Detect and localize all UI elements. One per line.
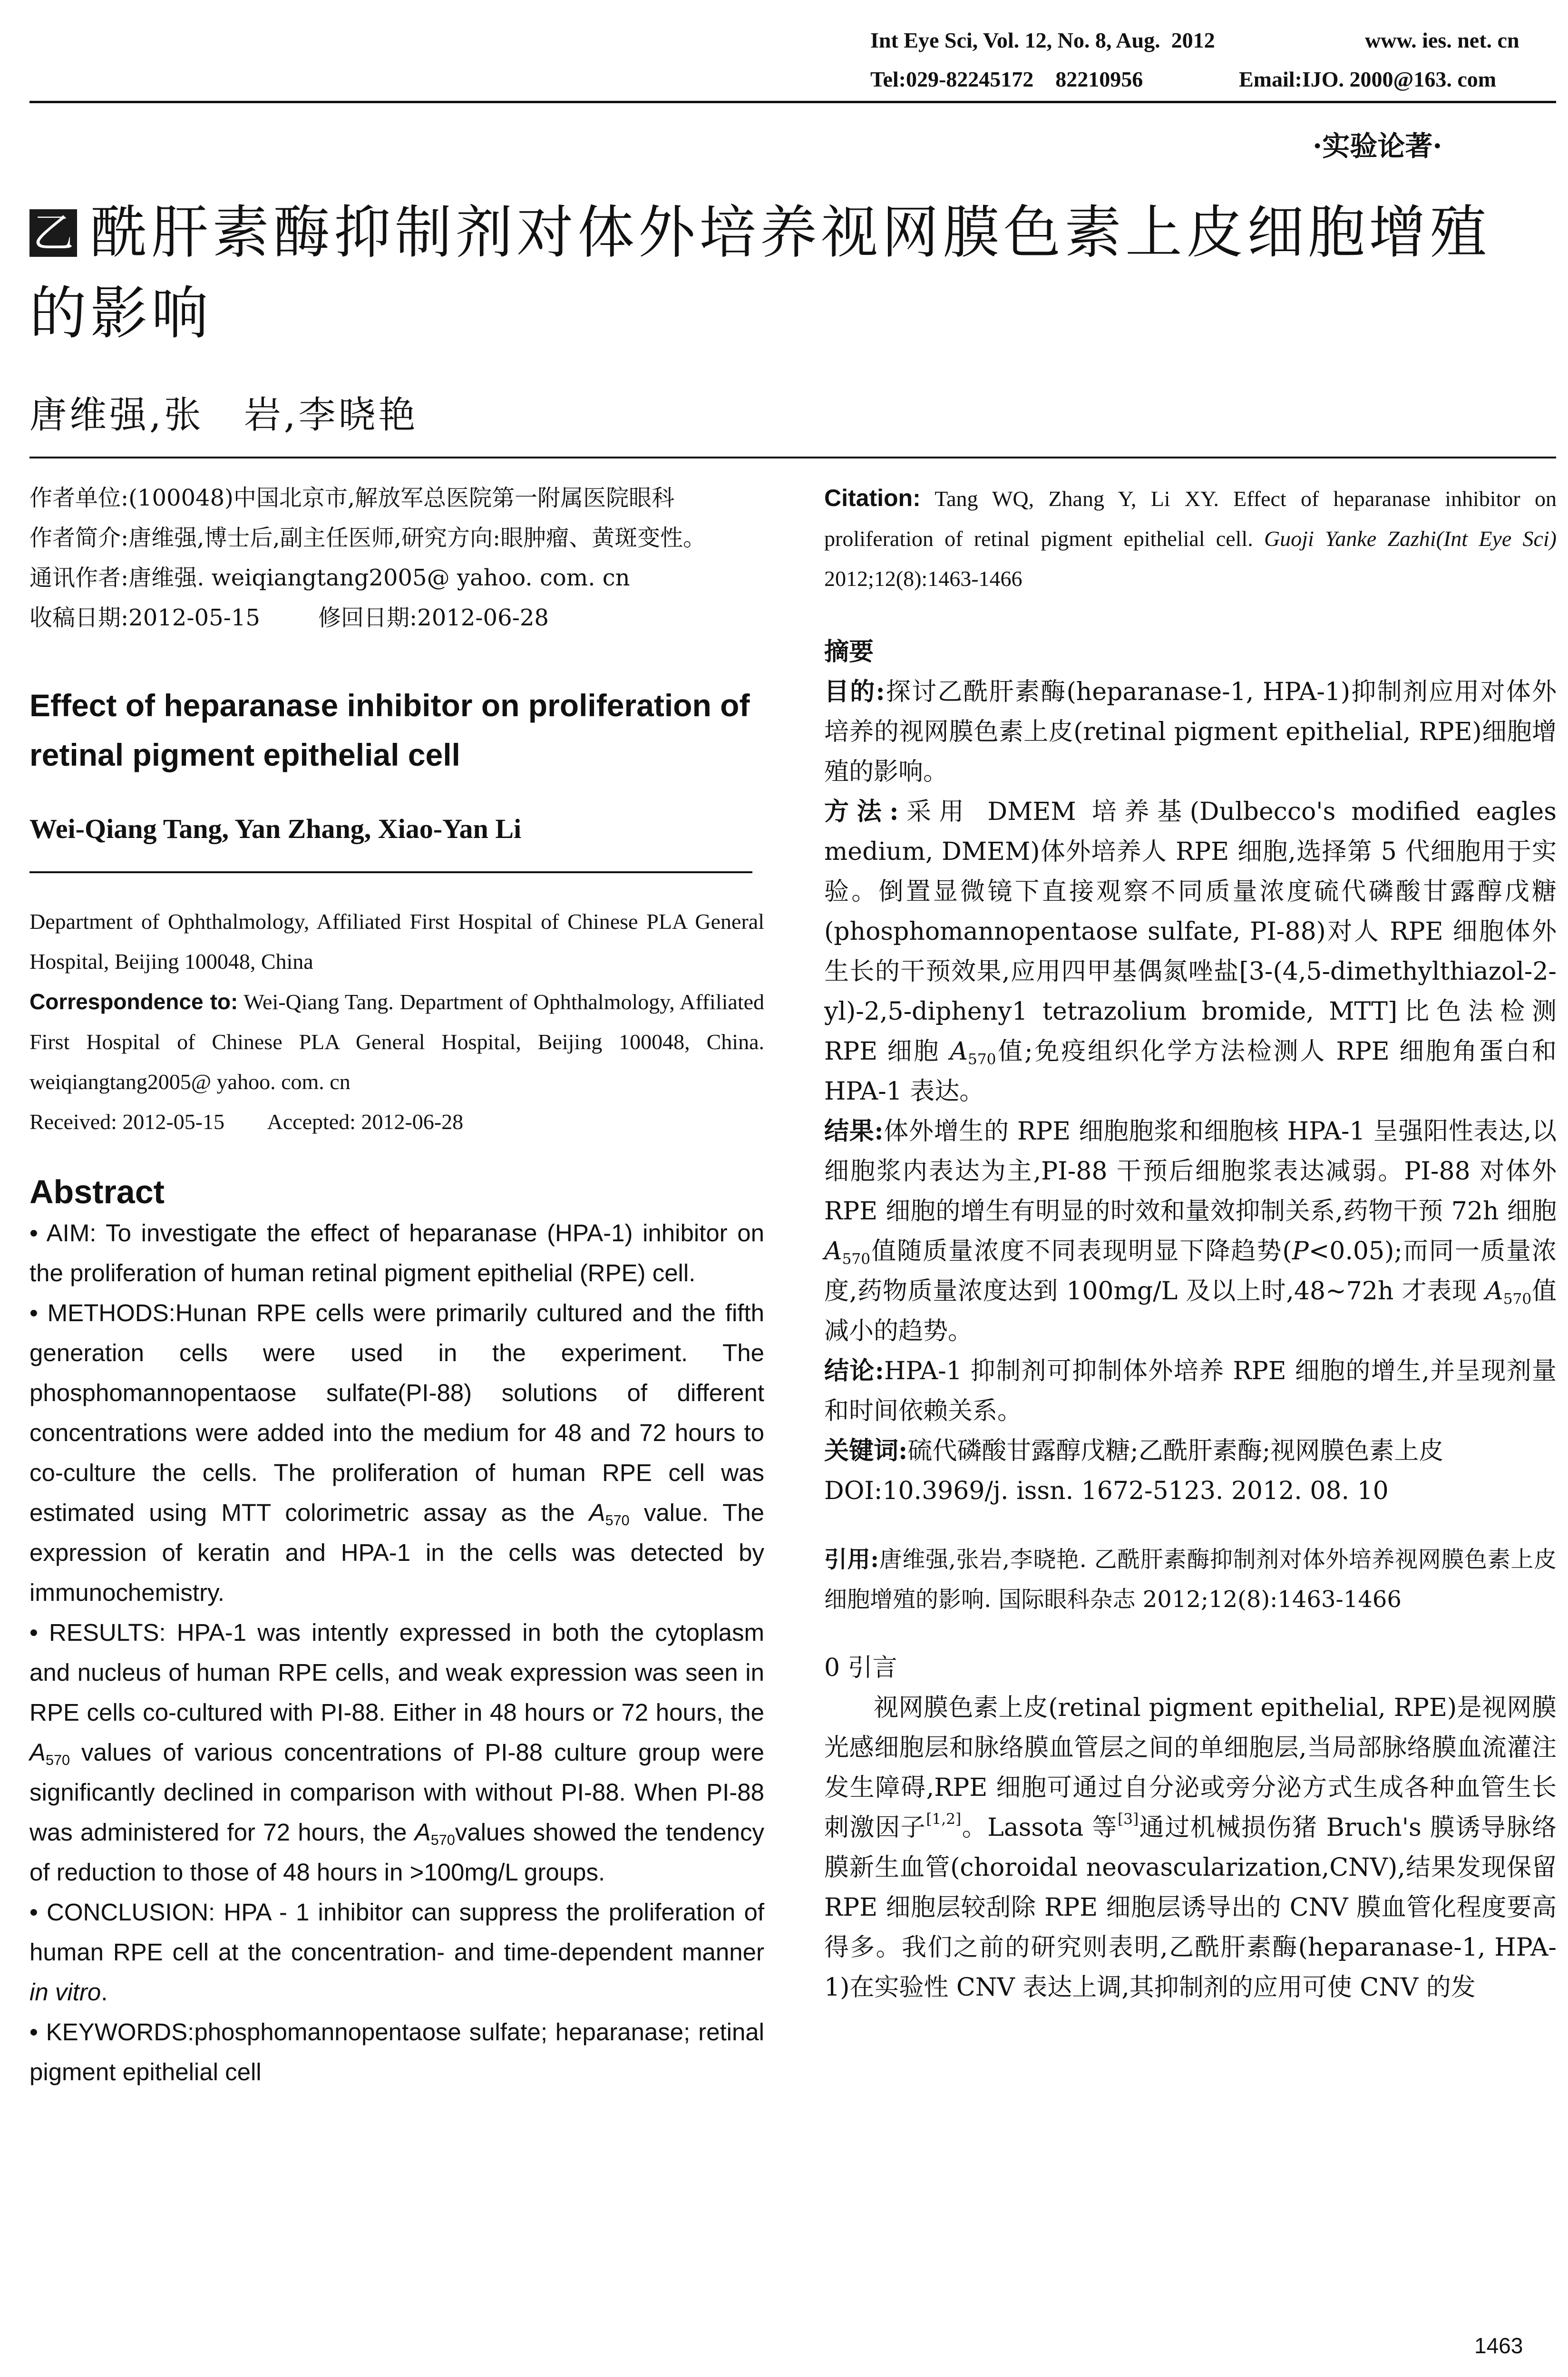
english-authors: Wei-Qiang Tang, Yan Zhang, Xiao-Yan Li bbox=[29, 813, 522, 844]
page-title-line2: 的影响 bbox=[29, 281, 212, 347]
english-title: Effect of heparanase inhibitor on proliferation of retinal pigment epithelial cell bbox=[29, 688, 750, 772]
citation-cn: 引用:唐维强,张岩,李晓艳. 乙酰肝素酶抑制剂对体外培养视网膜色素上皮细胞增殖的影响. 国际眼科杂志 2012;12(8):1463-1466 bbox=[824, 1546, 1557, 1613]
title-marker: 乙 bbox=[29, 209, 77, 257]
citation-label: Citation: bbox=[824, 485, 921, 511]
author-unit: 作者单位:(100048)中国北京市,解放军总医院第一附属医院眼科 bbox=[29, 485, 675, 511]
authors-cn: 唐维强,张 岩,李晓艳 bbox=[29, 394, 419, 437]
abstract-cn-keywords: 关键词:硫代磷酸甘露醇戊糖;乙酰肝素酶;视网膜色素上皮 bbox=[824, 1436, 1444, 1465]
left-column bbox=[29, 478, 764, 2092]
corresponding-author: 通讯作者:唐维强. weiqiangtang2005@ yahoo. com. cn bbox=[29, 565, 630, 591]
english-correspondence bbox=[29, 982, 764, 1102]
abstract-cn-aim: 目的:探讨乙酰肝素酶(heparanase-1, HPA-1)抑制剂应用对体外培养的视网膜色素上皮(retinal pigment epithelial, RPE)细胞增殖的影响。 bbox=[824, 677, 1557, 786]
abstract-cn-results: 结果:体外增生的 RPE 细胞胞浆和细胞核 HPA-1 呈强阳性表达,以细胞浆内表达为主,PI-88 干预后细胞浆表达减弱。PI-88 对体外 RPE 细胞的增生有明显的时效和量效抑制关系,药物干预 72h 细胞 $A_{570}$值随质量浓度不同表现明显下降趋势(P<0.05);而同一质量浓度,药物质量浓度达到 100mg/L 及以上时,48~72h 才表现 $A_{570}$值减小的趋势。 bbox=[824, 1117, 1557, 1345]
intro-paragraph: 视网膜色素上皮(retinal pigment epithelial, RPE)是视网膜光感细胞层和脉络膜血管层之间的单细胞层,当局部脉络膜血流灌注发生障碍,RPE 细胞可通过自分泌或旁分泌方式生成各种血管生长刺激因子[1,2]。Lassota 等[3]通过机械损伤猪 Bruch's 膜诱导脉络膜新生血管(choroidal neovascularization,CNV),结果发现保留 RPE 细胞层较刮除 RPE 细胞层诱导出的 CNV 膜血管化程度要高得多。我们之前的研究则表明,乙酰肝素酶(heparanase-1, HPA-1)在实验性 CNV 表达上调,其抑制剂的应用可使 CNV 的发 bbox=[824, 1694, 1557, 2002]
abstract-methods: • METHODS:Hunan RPE cells were primarily cultured and the fifth generation cells were used in the experiment. The phosphomannopentaose sulfate(PI-88) solutions of different concentrations were added into the medium for 48 and 72 hours to co-culture the cells. The proliferation of human RPE cell was estimated using MTT colorimetric assay as the $A_{570}$ value. The expression of keratin and HPA-1 in the cells was detected by immunochemistry. bbox=[29, 1299, 765, 1606]
abstract-aim: • AIM: To investigate the effect of heparanase (HPA-1) inhibitor on the proliferation of human retinal pigment epithelial (RPE) cell. bbox=[29, 1219, 764, 1286]
journal-email: Email:IJO. 2000@163. com bbox=[1239, 67, 1497, 91]
author-bio: 作者简介:唐维强,博士后,副主任医师,研究方向:眼肿瘤、黄斑变性。 bbox=[29, 525, 706, 551]
abstract-cn-conclusion: 结论:HPA-1 抑制剂可抑制体外培养 RPE 细胞的增生,并呈现剂量和时间依赖关系。 bbox=[824, 1356, 1557, 1425]
english-affiliation: Department of Ophthalmology, Affiliated First Hospital of Chinese PLA General Hospital, Beijing 100048, China bbox=[29, 909, 764, 974]
citation-en: Citation: Tang WQ, Zhang Y, Li XY. Effect of heparanase inhibitor on proliferation of retinal pigment epithelial cell. Guoji Yanke Zazhi(Int Eye Sci) 2012;12(8):1463-1466 bbox=[824, 485, 1557, 591]
correspondence-label: Correspondence to: bbox=[29, 989, 238, 1014]
english-dates: Received: 2012-05-15 Accepted: 2012-06-28 bbox=[29, 1110, 464, 1134]
page-title-line1: 酰肝素酶抑制剂对体外培养视网膜色素上皮细胞增殖 bbox=[90, 200, 1490, 266]
right-column bbox=[824, 478, 1557, 2007]
journal-issue: Int Eye Sci, Vol. 12, No. 8, Aug. 2012 bbox=[870, 28, 1215, 52]
abstract-results: • RESULTS: HPA-1 was intently expressed in both the cytoplasm and nucleus of human RPE cells, and weak expression was seen in RPE cells co-cultured with PI-88. Either in 48 hours or 72 hours, the $A_{570}$ values of various concentrations of PI-88 culture group were significantly declined in comparison with without PI-88. When PI-88 was administered for 72 hours, the $A_{570}values$ showed the tendency of reduction to those of 48 hours in >100mg/L groups. bbox=[29, 1619, 764, 1886]
authors-rule bbox=[29, 871, 752, 873]
header-rule bbox=[29, 101, 1556, 103]
correspondence-text: Wei-Qiang Tang. Department of Ophthalmology, Affiliated First Hospital of Chinese PLA General Hospital, Beijing 100048, China. weiqiangtang2005@ yahoo. com. cn bbox=[29, 990, 765, 1094]
journal-website: www. ies. net. cn bbox=[1365, 28, 1519, 52]
abstract-cn-methods: 方法:采用 DMEM 培养基(Dulbecco's modified eagles medium, DMEM)体外培养人 RPE 细胞,选择第 5 代细胞用于实验。倒置显微镜下直接观察不同质量浓度硫代磷酸甘露醇戊糖(phosphomannopentaose sulfate, PI-88)对人 RPE 细胞体外生长的干预效果,应用四甲基偶氮唑盐[3-(4,5-dimethylthiazol-2-yl)-2,5-dipheny1 tetrazolium bromide, MTT]比色法检测 RPE 细胞 $A_{570}$值;免疫组织化学方法检测人 RPE 细胞角蛋白和 HPA-1 表达。 bbox=[824, 797, 1557, 1106]
intro-heading: 0 引言 bbox=[824, 1654, 897, 1682]
title-rule bbox=[29, 457, 1556, 458]
page-number: 1463 bbox=[1474, 2333, 1523, 2358]
abstract-heading: Abstract bbox=[29, 1173, 165, 1210]
journal-phone: Tel:029-82245172 82210956 bbox=[870, 67, 1143, 91]
section-label: ·实验论著· bbox=[1313, 130, 1442, 162]
doi: DOI:10.3969/j. issn. 1672-5123. 2012. 08. 10 bbox=[824, 1477, 1389, 1505]
dates-cn: 收稿日期:2012-05-15 修回日期:2012-06-28 bbox=[29, 604, 549, 631]
abstract-cn-heading: 摘要 bbox=[824, 637, 874, 666]
abstract-keywords: • KEYWORDS:phosphomannopentaose sulfate; heparanase; retinal pigment epithelial cell bbox=[29, 2018, 764, 2085]
abstract-conclusion: • CONCLUSION: HPA - 1 inhibitor can suppress the proliferation of human RPE cell at the concentration- and time-dependent manner in vitro. bbox=[29, 1899, 764, 2006]
